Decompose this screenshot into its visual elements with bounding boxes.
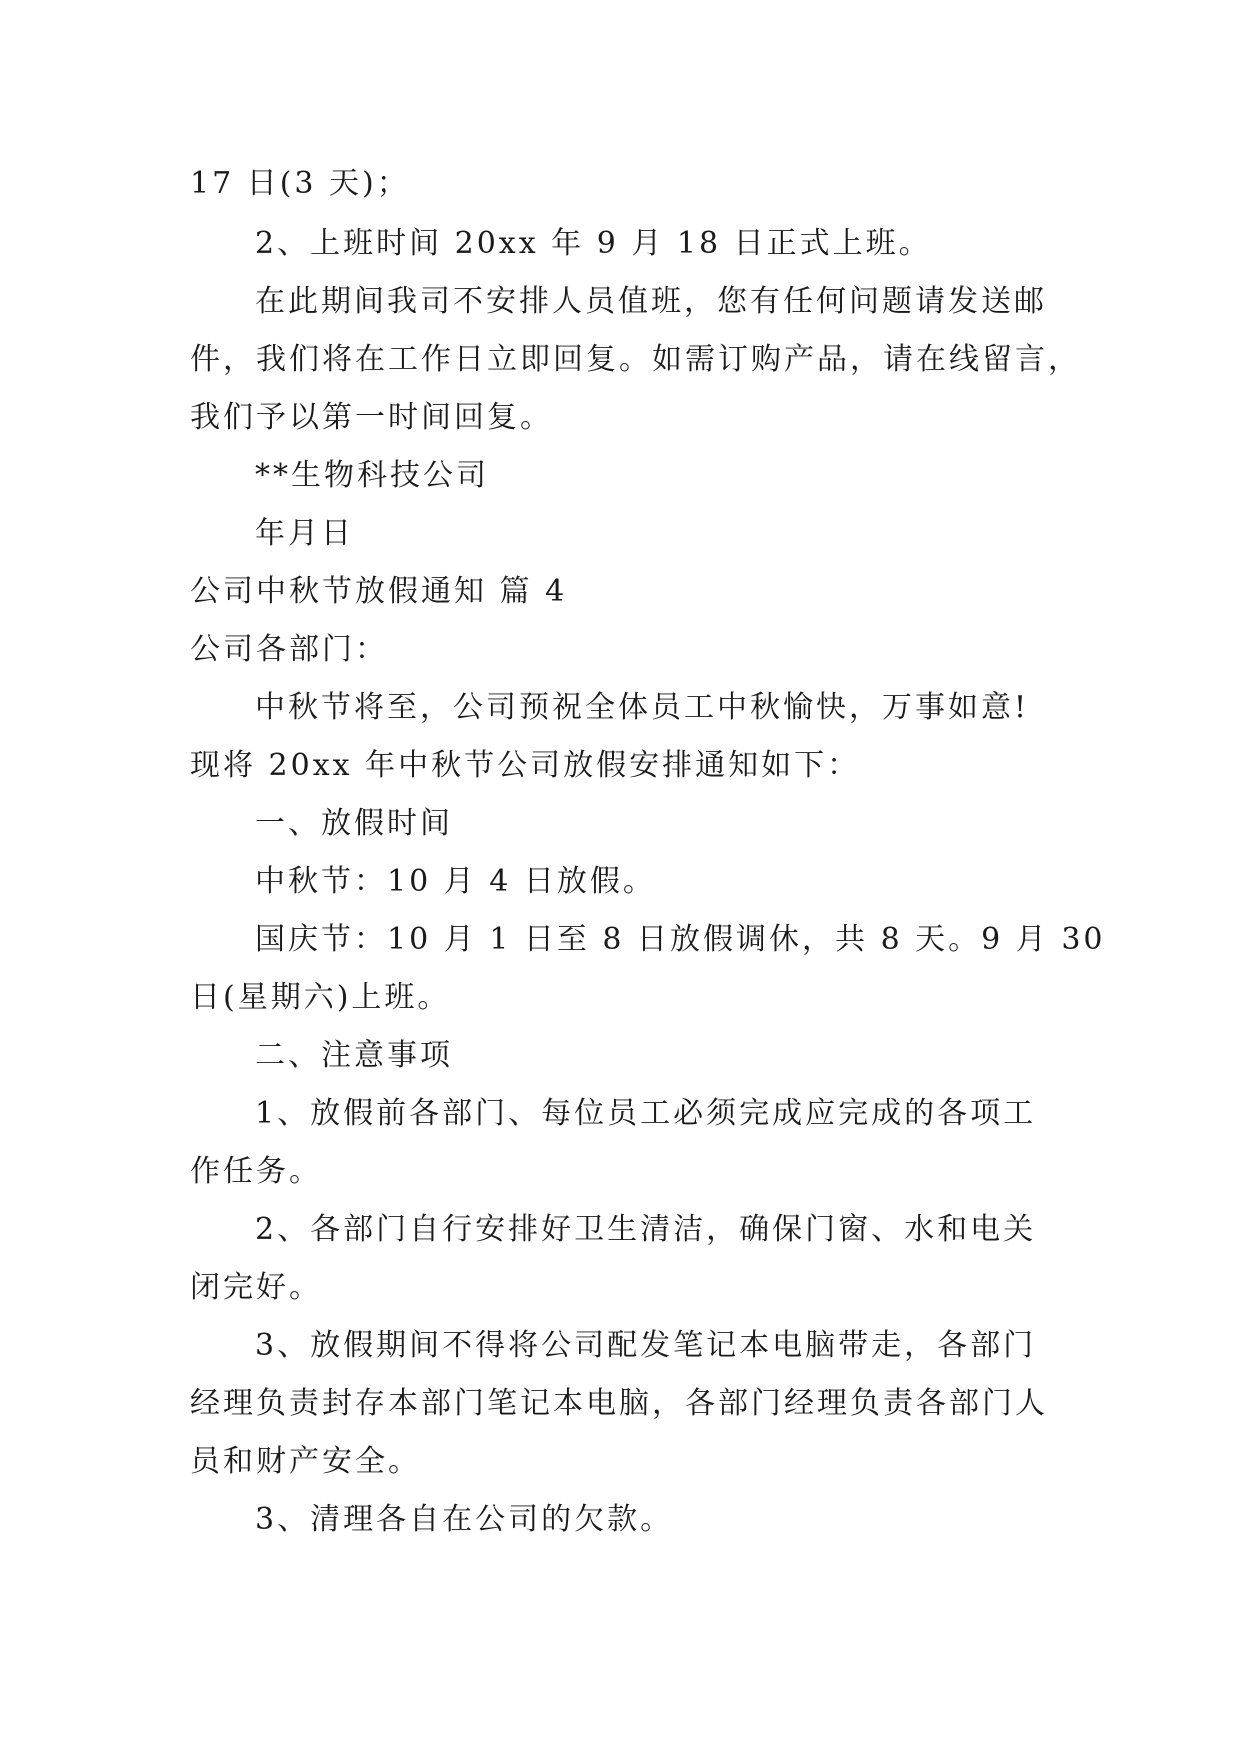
signature-date: 年月日 [255, 516, 354, 551]
list-item-line: 1、放假前各部门、每位员工必须完成应完成的各项工 [255, 1096, 1037, 1131]
subheading: 二、注意事项 [255, 1038, 453, 1073]
list-item-line: 2、各部门自行安排好卫生清洁，确保门窗、水和电关 [255, 1212, 1037, 1247]
subheading: 一、放假时间 [255, 806, 453, 841]
paragraph-line: 日(星期六)上班。 [190, 980, 451, 1015]
text-line: 中秋节：10 月 4 日放假。 [255, 864, 656, 899]
list-item-line: 3、清理各自在公司的欠款。 [255, 1502, 674, 1537]
text-line: 2、上班时间 20xx 年 9 月 18 日正式上班。 [255, 226, 932, 261]
paragraph-line: 件，我们将在工作日立即回复。如需订购产品，请在线留言， [190, 342, 1081, 377]
paragraph-line: 国庆节：10 月 1 日至 8 日放假调休，共 8 天。9 月 30 [255, 922, 1106, 957]
section-heading: 公司中秋节放假通知 篇 4 [190, 574, 568, 609]
list-item-line: 3、放假期间不得将公司配发笔记本电脑带走，各部门 [255, 1328, 1037, 1363]
list-item-line: 经理负责封存本部门笔记本电脑，各部门经理负责各部门人 [190, 1386, 1048, 1421]
paragraph-line: 我们予以第一时间回复。 [190, 400, 553, 435]
list-item-line: 闭完好。 [190, 1270, 322, 1305]
text-line: 17 日(3 天)； [190, 166, 410, 201]
paragraph-line: 在此期间我司不安排人员值班，您有任何问题请发送邮 [255, 284, 1047, 319]
salutation: 公司各部门： [190, 632, 388, 667]
paragraph-line: 中秋节将至，公司预祝全体员工中秋愉快，万事如意! [255, 690, 1030, 725]
signature-company: **生物科技公司 [255, 458, 489, 493]
list-item-line: 员和财产安全。 [190, 1444, 421, 1479]
list-item-line: 作任务。 [190, 1154, 322, 1189]
paragraph-line: 现将 20xx 年中秋节公司放假安排通知如下： [190, 748, 861, 783]
